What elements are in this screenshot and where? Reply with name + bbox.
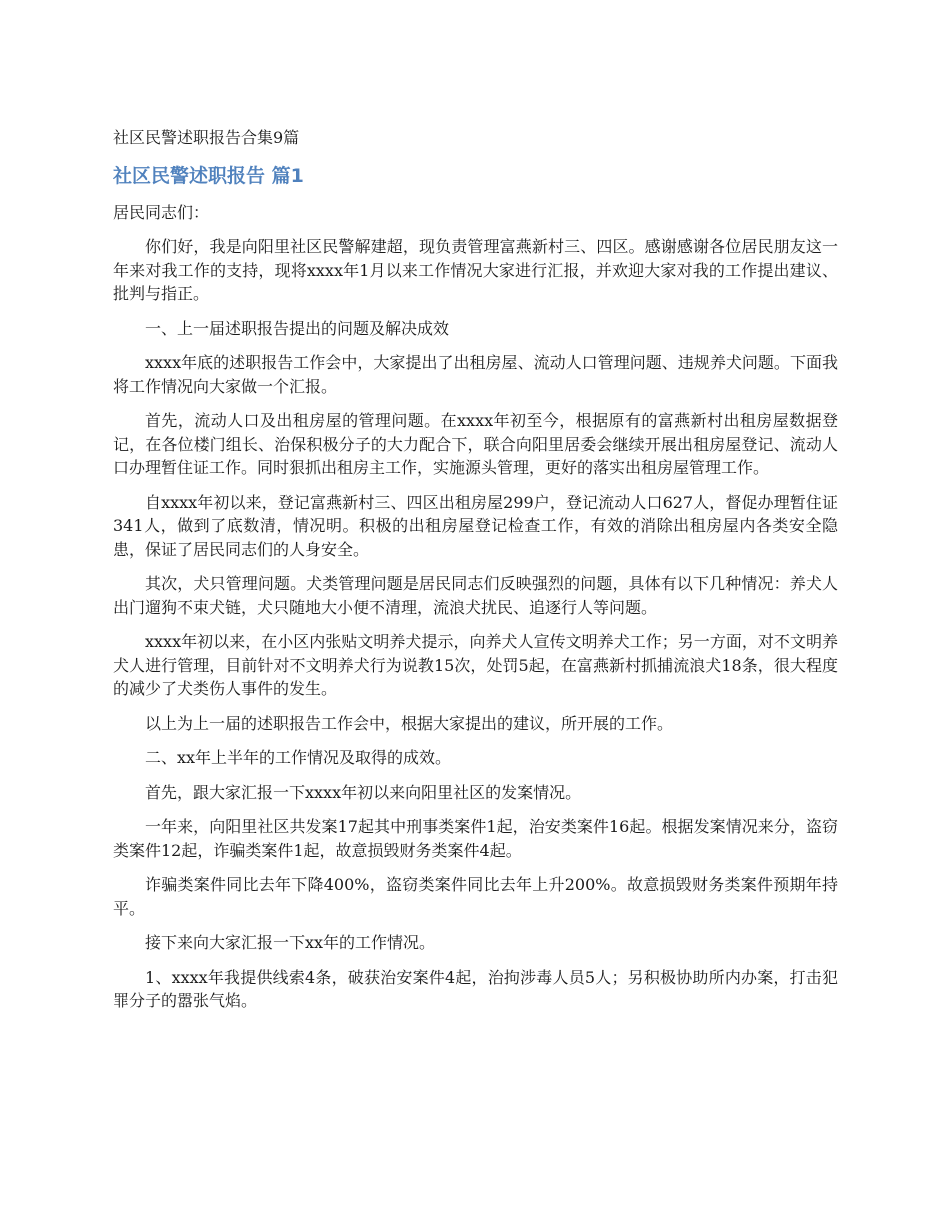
paragraph: 自xxxx年初以来，登记富燕新村三、四区出租房屋299户，登记流动人口627人，督促办理暂住证341人，做到了底数清，情况明。积极的出租房屋登记检查工作，有效的消除出租房屋内各类安全隐患，保证了居民同志们的人身安全。 [113, 492, 838, 559]
document-page [113, 126, 838, 1024]
paragraph: 二、xx年上半年的工作情况及取得的成效。 [145, 748, 452, 767]
paragraph: 其次，犬只管理问题。犬类管理问题是居民同志们反映强烈的问题，具体有以下几种情况：养犬人出门遛狗不束犬链，犬只随地大小便不清理，流浪犬扰民、追逐行人等问题。 [113, 574, 838, 617]
paragraph: 一年来，向阳里社区共发案17起其中刑事类案件1起，治安类案件16起。根据发案情况来分，盗窃类案件12起，诈骗类案件1起，故意损毁财务类案件4起。 [113, 817, 838, 860]
paragraph: 以上为上一届的述职报告工作会中，根据大家提出的建议，所开展的工作。 [145, 713, 674, 733]
paragraph: 诈骗类案件同比去年下降400%，盗窃类案件同比去年上升200%。故意损毁财务类案件预期年持平。 [113, 875, 838, 918]
section-heading: 社区民警述职报告 篇1 [113, 165, 304, 187]
paragraph: 首先，流动人口及出租房屋的管理问题。在xxxx年初至今，根据原有的富燕新村出租房屋数据登记，在各位楼门组长、治保积极分子的大力配合下，联合向阳里居委会继续开展出租房屋登记、流动人口办理暂住证工作。同时狠抓出租房主工作，实施源头管理，更好的落实出租房屋管理工作。 [113, 411, 838, 477]
salutation: 居民同志们： [113, 203, 210, 222]
paragraph: xxxx年底的述职报告工作会中，大家提出了出租房屋、流动人口管理问题、违规养犬问题。下面我将工作情况向大家做一个汇报。 [113, 353, 838, 396]
document-title: 社区民警述职报告合集9篇 [113, 128, 300, 147]
paragraph: 你们好，我是向阳里社区民警解建超，现负责管理富燕新村三、四区。感谢感谢各位居民朋友这一年来对我工作的支持，现将xxxx年1月以来工作情况大家进行汇报，并欢迎大家对我的工作提出建议、批判与指正。 [113, 237, 838, 303]
paragraph: 首先，跟大家汇报一下xxxx年初以来向阳里社区的发案情况。 [145, 782, 582, 802]
paragraph: 接下来向大家汇报一下xx年的工作情况。 [145, 933, 436, 952]
paragraph: 一、上一届述职报告提出的问题及解决成效 [145, 318, 450, 338]
paragraph: xxxx年初以来，在小区内张贴文明养犬提示，向养犬人宣传文明养犬工作；另一方面，对不文明养犬人进行管理，目前针对不文明养犬行为说教15次，处罚5起，在富燕新村抓捕流浪犬18条，很大程度的减少了犬类伤人事件的发生。 [113, 632, 838, 698]
paragraph: 1、xxxx年我提供线索4条，破获治安案件4起，治拘涉毒人员5人；另积极协助所内办案，打击犯罪分子的嚣张气焰。 [113, 967, 838, 1010]
